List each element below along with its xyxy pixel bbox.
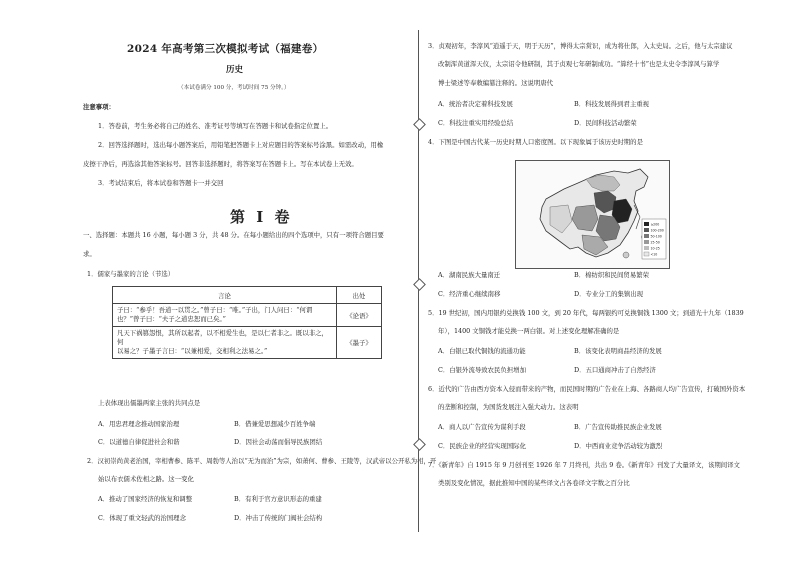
q5-line-1: 5．19 世纪初，国内用银约兑换钱 100 文，到 20 年代，每两银约可兑换铜钱 1300 文；到道光十九年（1839	[428, 309, 744, 317]
legend-swatch	[644, 234, 649, 238]
q3-line-3: 博士梁述等奉敕编纂注释的。这说明唐代	[438, 79, 554, 87]
population-density-map	[515, 160, 670, 269]
notice-item-2b: 皮擦干净后，再选涂其他答案标号。回答非选择题时，将答案写在答题卡上。写在本试卷上无效。	[83, 160, 358, 168]
q6-option-d[interactable]: D．中西商业竞争活动较为激烈	[574, 442, 663, 450]
q2-option-c[interactable]: C．体现了重文轻武的治国理念	[98, 514, 186, 522]
notice-item-1: 1．答卷前，考生务必将自己的姓名、准考证号等填写在答题卡和试卷指定位置上。	[98, 122, 333, 130]
notice-item-2a: 2．回答选择题时，选出每小题答案后，用铅笔把答题卡上对应题目的答案标号涂黑。如需改动，用橡	[98, 141, 384, 149]
map-island	[623, 252, 629, 258]
q3-option-a[interactable]: A．统治者决定着科技发展	[438, 100, 513, 108]
notice-item-3: 3．考试结束后，将本试卷和答题卡一并交回	[98, 179, 224, 187]
legend-swatch	[644, 252, 649, 256]
q7-line-2: 类别及变化情况，据此推知中国的某些译文占各卷译文字数之百分比	[438, 479, 630, 487]
score-note: （本试卷满分 100 分，考试时间 75 分钟。）	[178, 85, 290, 91]
q6-option-b[interactable]: B．广告宣传助推民族企业发展	[574, 423, 662, 431]
q2-option-a[interactable]: A．推动了国家经济的恢复和调整	[98, 495, 193, 503]
q3-line-2: 改制浑黄道浑天仪，太宗诏令他研制，其于贞观七年研制成功。“算经十书”也是太史令李淳风与算学	[438, 60, 720, 68]
table-row	[113, 327, 382, 359]
q6-line-2: 的垄断和控制，为国货发展注入强大动力。这表明	[438, 403, 579, 411]
map-graphic	[516, 161, 669, 268]
q5-option-c[interactable]: C．白银外流导致农民负担增加	[438, 366, 526, 374]
q4-option-a[interactable]: A．湖南民族大量南迁	[438, 271, 501, 279]
q5-option-a[interactable]: A．白银已取代铜钱的流通功能	[438, 347, 526, 355]
q4-option-d[interactable]: D．专业分工的集镇出现	[574, 290, 644, 298]
table-header-source: 出处	[337, 287, 382, 304]
q2-line-1: 2．汉初崇尚黄老治国，宰相曹参、陈平、周勃等人治以“无为而治”为宗，如萧何、曹参、王陵等，汉武帝以公开私为相，开	[87, 457, 437, 465]
legend-label: 100-200	[650, 228, 664, 233]
source-cell: 《论语》	[337, 304, 382, 327]
q5-line-2: 年），1400 文铜钱才能兑换一两白银。对上述变化理解准确的是	[438, 327, 620, 335]
quote-line: 子曰：“参乎！吾道一以贯之。”曾子曰：“唯。”子出，门人问曰：“何谓	[117, 306, 313, 314]
q1-stem: 1．儒家与墨家的言论（节选）	[87, 270, 175, 278]
quote-line: 以易之？子墨子言曰：“以兼相爱，交相利之法易之。”	[117, 347, 268, 355]
table-row	[113, 304, 382, 327]
q3-option-d[interactable]: D．民间科技活动繁荣	[574, 119, 637, 127]
exam-title: 2024 年高考第三次模拟考试（福建卷）	[127, 43, 324, 55]
legend-label: 25-50	[650, 240, 660, 245]
q4-stem: 4．下图是中国古代某一历史时期人口密度图。以下现象属于该历史时期的是	[428, 138, 643, 146]
section-instruction-1: 一、选择题：本题共 16 小题，每小题 3 分，共 48 分。在每小题给出的四个选项中，只有一项符合题目要	[83, 231, 384, 239]
legend-label: <10	[650, 252, 658, 257]
legend-swatch	[644, 240, 649, 244]
notice-heading: 注意事项：	[83, 103, 115, 111]
q2-option-d[interactable]: D．冲击了传统的门阀社会结构	[234, 514, 323, 522]
q1-option-d[interactable]: D．因社会动荡而倡导民族团结	[234, 438, 323, 446]
q1-option-a[interactable]: A．用忠君理念推动国家治理	[98, 420, 180, 428]
quote-line: 凡天下祸篡怨恨，其所以起者，以不相爱生也，是以仁者非之。既以非之，何	[117, 329, 328, 346]
q2-line-2: 始以布衣儒术佐相之路。这一变化	[98, 475, 194, 483]
q5-option-d[interactable]: D．五口通商冲击了自然经济	[574, 366, 656, 374]
q1-option-b[interactable]: B．借兼爱思想减少百姓争端	[234, 420, 316, 428]
section-instruction-2: 求。	[83, 250, 96, 258]
legend-swatch	[644, 222, 649, 226]
q1-source-table	[112, 286, 382, 359]
legend-label: 50-100	[650, 234, 662, 239]
binding-mark	[413, 278, 426, 291]
q1-question: 上表体现出儒墨两家主张的共同点是	[98, 399, 201, 407]
legend-swatch	[644, 228, 649, 232]
legend-label: 10-25	[650, 246, 660, 251]
q4-option-b[interactable]: B．棉纺织和民间贸易繁荣	[574, 271, 649, 279]
q3-option-b[interactable]: B．科技发展得到君主重视	[574, 100, 649, 108]
binding-mark	[413, 118, 426, 131]
q3-line-1: 3．贞观初年，李淳风“逍遥于天，明于天历”，博得太宗赏识，成为将仕郎，入太史局。之后，他与太宗建议	[428, 42, 733, 50]
table-header-quote: 言论	[113, 287, 337, 304]
q3-option-c[interactable]: C．科技注重实用经验总结	[438, 119, 514, 127]
source-cell: 《墨子》	[337, 327, 382, 359]
legend-label: ≥200	[650, 222, 660, 227]
q2-option-b[interactable]: B．有利于官方意识形态的重建	[234, 495, 322, 503]
q4-option-c[interactable]: C．经济重心继续南移	[438, 290, 501, 298]
q7-line-1: 7．《新青年》自 1915 年 9 月创刊至 1926 年 7 月终刊，共出 9 卷。《新青年》刊发了大量译文，该期间译文	[428, 461, 740, 469]
q6-line-1: 6．近代的广告由西方资本入侵而带来的产物，而民国时期的广告业在上海、各路商人均广告宣传，打破国外资本	[428, 385, 746, 393]
q5-option-b[interactable]: B．该变化表明商品经济的发展	[574, 347, 662, 355]
subject-title: 历史	[226, 65, 244, 75]
q6-option-c[interactable]: C．民族企业的经营实现国际化	[438, 442, 526, 450]
quote-line: 也？”曾子曰：“夫子之道忠恕而已矣。”	[117, 315, 226, 323]
binding-mark	[413, 438, 426, 451]
q6-option-a[interactable]: A．商人以广告宣传为谋利手段	[438, 423, 526, 431]
legend-swatch	[644, 246, 649, 250]
q1-option-c[interactable]: C．以道德自律促进社会和谐	[98, 438, 180, 446]
volume-title: 第 I 卷	[230, 208, 293, 226]
